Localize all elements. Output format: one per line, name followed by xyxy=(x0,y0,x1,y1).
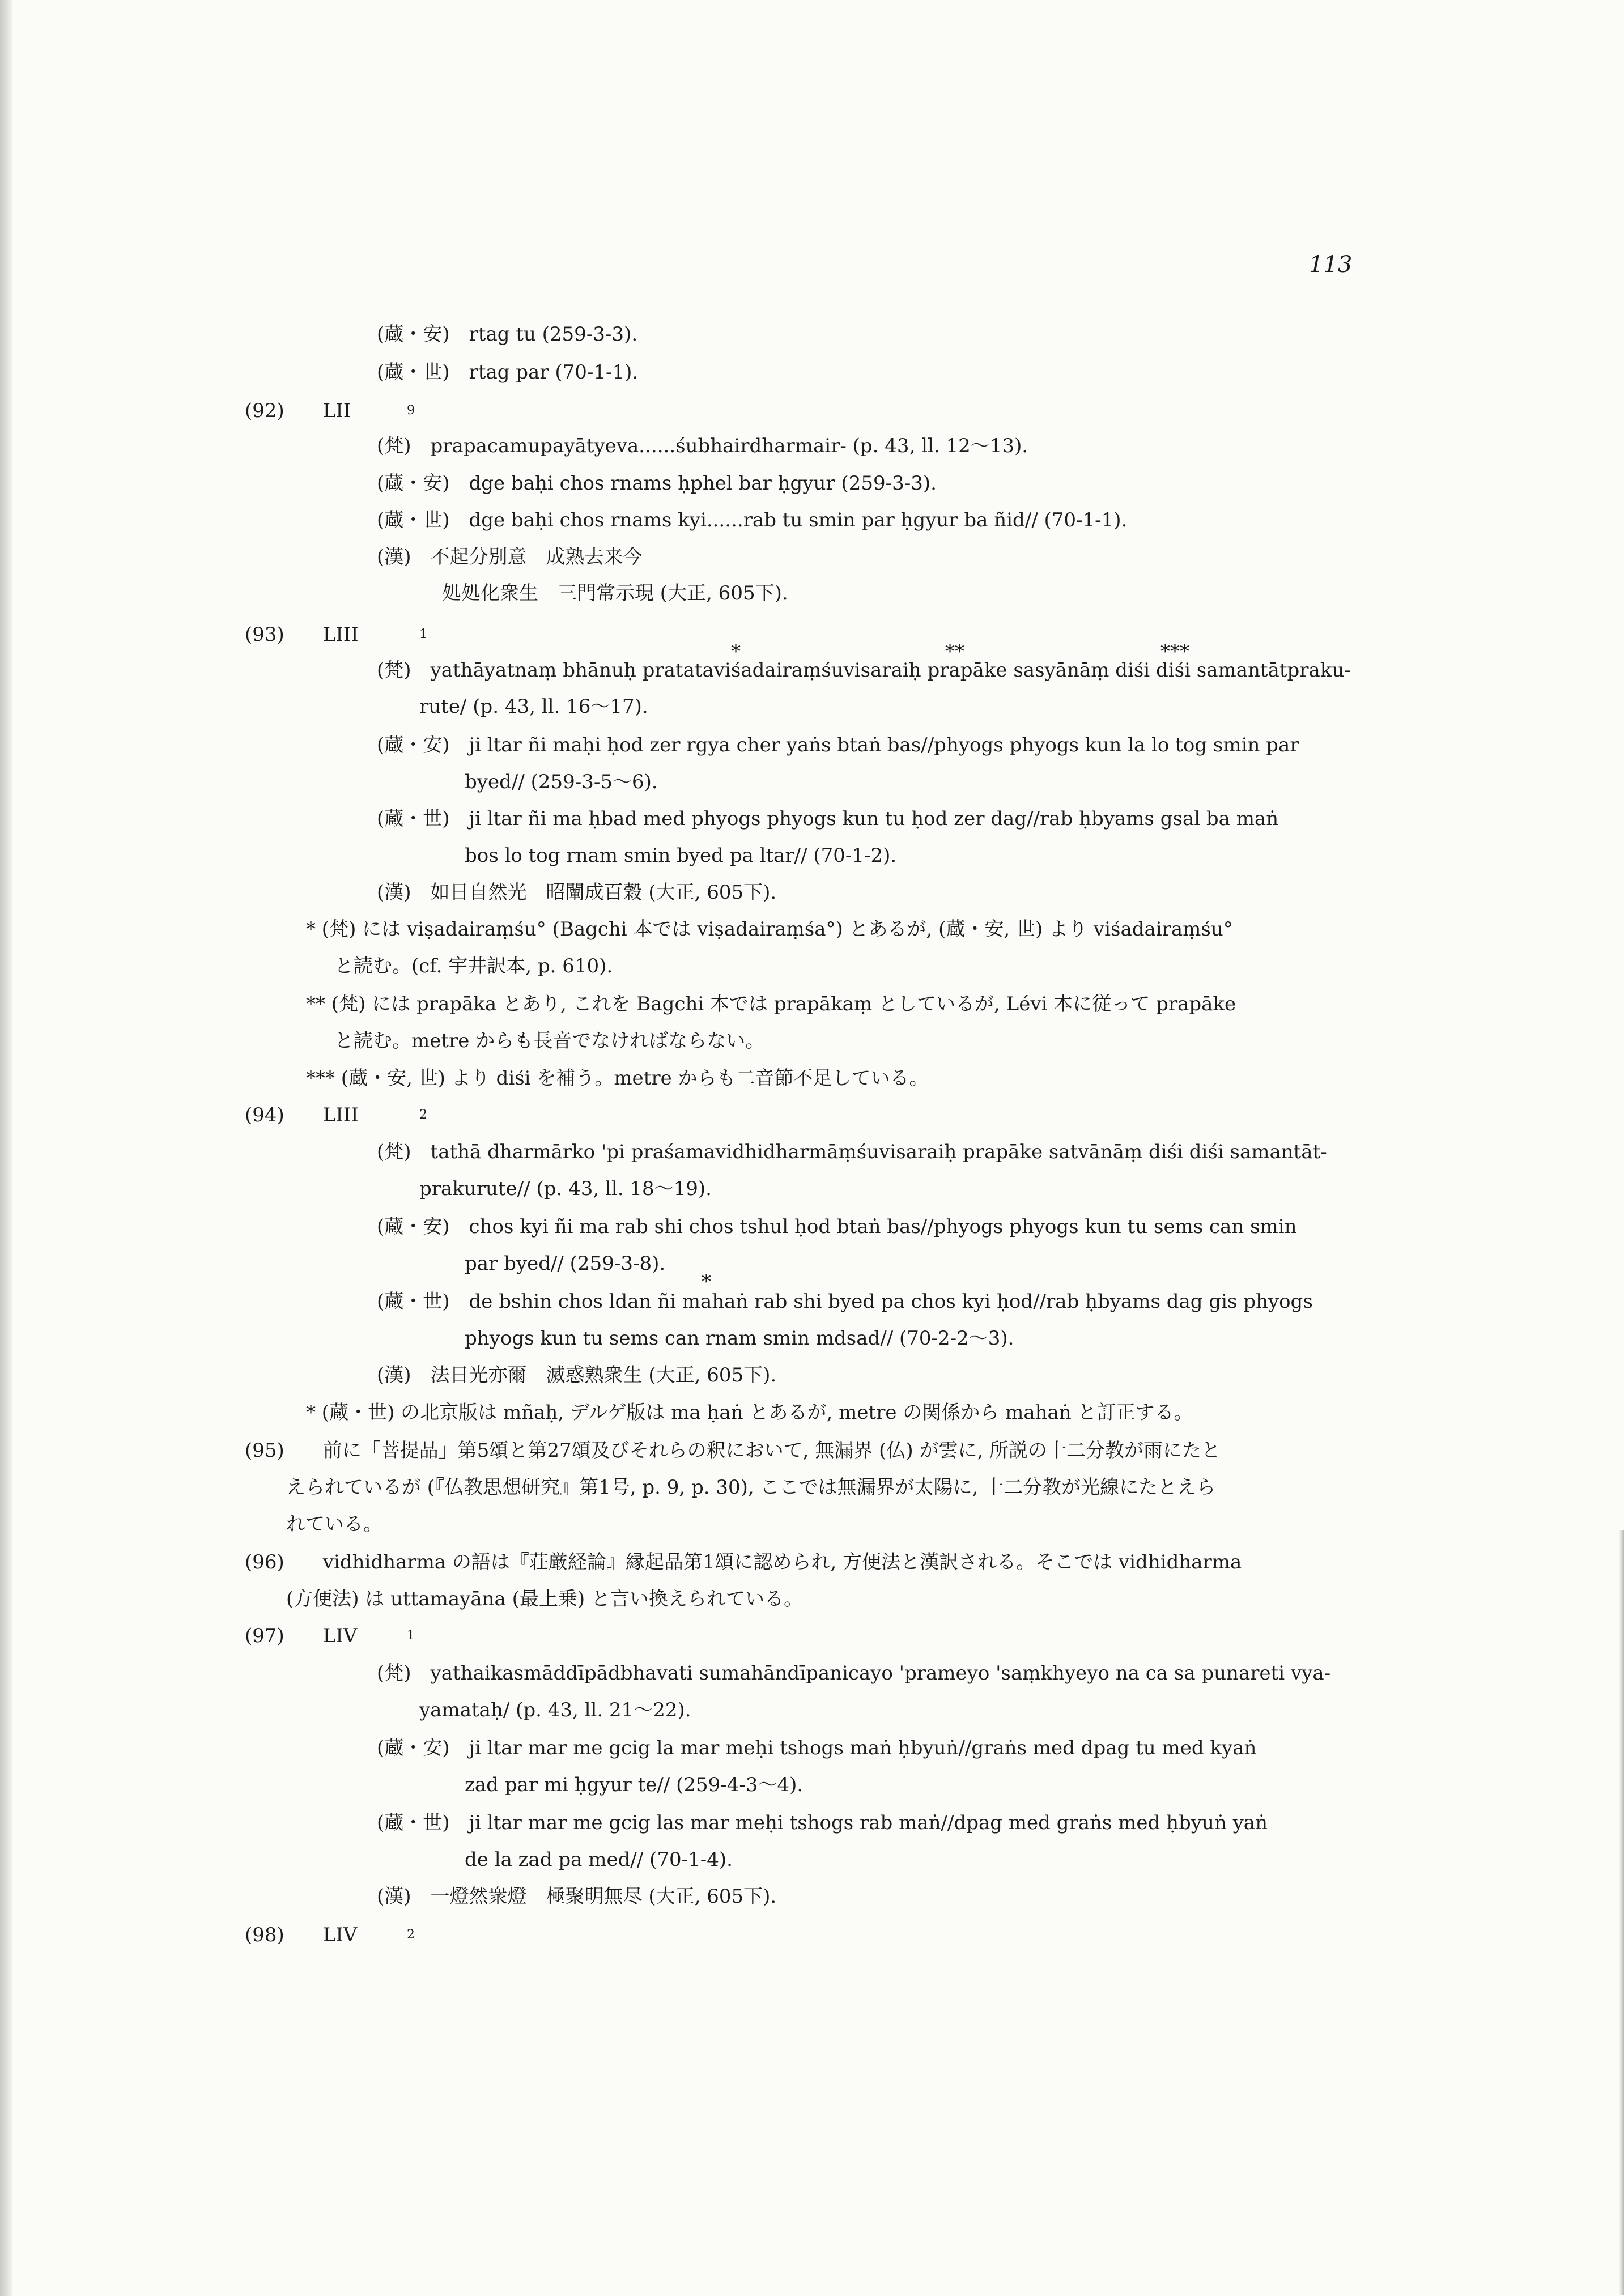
text-line: (95) 前に「菩提品」第5頌と第27頌及びそれらの釈において, 無漏界 (仏) が雲に, 所説の十二分教が雨にたと xyxy=(245,1439,1221,1462)
superscript: 2 xyxy=(407,1928,415,1942)
text-line: (漢) 不起分別意 成熟去来今 xyxy=(377,546,643,568)
text-line: bos lo tog rnam smin byed pa ltar// (70-1-2). xyxy=(465,844,897,867)
scan-edge-right xyxy=(1619,1530,1624,2295)
text-line: * (梵) には viṣadairaṃśu° (Bagchi 本では viṣadairaṃśa°) とあるが, (蔵・安, 世) より viśadairaṃśu° xyxy=(306,918,1233,941)
text-line: (92) LII xyxy=(245,399,351,422)
text-line: (蔵・世) dge baḥi chos rnams kyi......rab tu smin par ḥgyur ba ñid// (70-1-1). xyxy=(377,509,1128,532)
text-line: (梵) yathaikasmāddīpādbhavati sumahāndīpanicayo 'prameyo 'saṃkhyeyo na ca sa punareti vya- xyxy=(377,1662,1331,1685)
text-line: (93) LIII xyxy=(245,623,359,646)
text-line: (蔵・安) ji ltar mar me gcig la mar meḥi tshogs maṅ ḥbyuṅ//graṅs med dpag tu med kyaṅ xyxy=(377,1737,1257,1759)
text-line: par byed// (259-3-8). xyxy=(465,1252,666,1275)
text-line: yamataḥ/ (p. 43, ll. 21〜22). xyxy=(419,1699,691,1721)
text-line: (方便法) は uttamayāna (最上乗) と言い換えられている。 xyxy=(286,1588,803,1610)
text-line: (蔵・安) chos kyi ñi ma rab shi chos tshul ḥod btaṅ bas//phyogs phyogs kun tu sems can smin xyxy=(377,1215,1297,1238)
text-line: (梵) tathā dharmārko 'pi praśamavidhidharmāṃśuvisaraiḥ prapāke satvānāṃ diśi diśi samantāt- xyxy=(377,1141,1327,1163)
text-line: えられているが (『仏教思想研究』第1号, p. 9, p. 30), ここでは無漏界が太陽に, 十二分教が光線にたとえら xyxy=(286,1476,1216,1499)
asterisk-mark: *** xyxy=(1160,640,1189,663)
text-line: (94) LIII xyxy=(245,1104,359,1126)
scan-edge-left xyxy=(0,0,12,2296)
text-line: (蔵・安) dge baḥi chos rnams ḥphel bar ḥgyur (259-3-3). xyxy=(377,472,937,495)
text-line: (梵) prapacamupayātyeva......śubhairdharmair- (p. 43, ll. 12〜13). xyxy=(377,435,1028,457)
text-line: 処処化衆生 三門常示現 (大正, 605下). xyxy=(442,582,788,605)
text-line: zad par mi ḥgyur te// (259-4-3〜4). xyxy=(465,1774,804,1796)
text-line: phyogs kun tu sems can rnam smin mdsad// (70-2-2〜3). xyxy=(465,1327,1014,1350)
text-line: (97) LIV xyxy=(245,1625,358,1647)
text-line: (梵) yathāyatnaṃ bhānuḥ pratataviśadairaṃśuvisaraiḥ prapāke sasyānāṃ diśi diśi samantātpraku- xyxy=(377,659,1351,682)
text-line: de la zad pa med// (70-1-4). xyxy=(465,1848,733,1871)
text-line: (蔵・安) ji ltar ñi maḥi ḥod zer rgya cher yaṅs btaṅ bas//phyogs phyogs kun la lo tog smin par xyxy=(377,734,1299,756)
text-line: (蔵・世) de bshin chos ldan ñi mahaṅ rab shi byed pa chos kyi ḥod//rab ḥbyams dag gis phyogs xyxy=(377,1290,1313,1313)
text-line: と読む。metre からも長音でなければならない。 xyxy=(334,1030,765,1052)
text-line: prakurute// (p. 43, ll. 18〜19). xyxy=(419,1177,712,1200)
text-line: (漢) 法日光亦爾 滅惑熟衆生 (大正, 605下). xyxy=(377,1364,777,1387)
text-line: れている。 xyxy=(286,1513,382,1536)
superscript: 9 xyxy=(407,403,415,418)
text-line: (蔵・世) ji ltar mar me gcig las mar meḥi tshogs rab maṅ//dpag med graṅs med ḥbyuṅ yaṅ xyxy=(377,1812,1268,1834)
asterisk-mark: * xyxy=(731,640,741,663)
page-number: 113 xyxy=(1309,252,1353,278)
text-line: (漢) 一燈然衆燈 極聚明無尽 (大正, 605下). xyxy=(377,1885,777,1908)
text-line: (蔵・安) rtag tu (259-3-3). xyxy=(377,323,638,346)
asterisk-mark: ** xyxy=(945,640,964,663)
text-line: *** (蔵・安, 世) より diśi を補う。metre からも二音節不足している。 xyxy=(306,1067,929,1090)
text-line: (漢) 如日自然光 昭闡成百穀 (大正, 605下). xyxy=(377,881,777,904)
text-line: と読む。(cf. 宇井訳本, p. 610). xyxy=(334,955,613,977)
text-line: ** (梵) には prapāka とあり, これを Bagchi 本では prapākaṃ としているが, Lévi 本に従って prapāke xyxy=(306,993,1236,1015)
text-line: (96) vidhidharma の語は『荘厳経論』縁起品第1頌に認められ, 方便法と漢訳される。そこでは vidhidharma xyxy=(245,1551,1242,1574)
superscript: 1 xyxy=(419,627,427,641)
text-line: byed// (259-3-5〜6). xyxy=(465,771,658,793)
text-line: * (蔵・世) の北京版は mñaḥ, デルゲ版は ma ḥaṅ とあるが, metre の関係から mahaṅ と訂正する。 xyxy=(306,1401,1193,1424)
superscript: 2 xyxy=(419,1108,427,1122)
text-line: (蔵・世) ji ltar ñi ma ḥbad med phyogs phyogs kun tu ḥod zer dag//rab ḥbyams gsal ba maṅ xyxy=(377,807,1279,830)
asterisk-mark: * xyxy=(702,1270,711,1293)
text-line: rute/ (p. 43, ll. 16〜17). xyxy=(419,695,648,718)
text-line: (蔵・世) rtag par (70-1-1). xyxy=(377,361,639,384)
superscript: 1 xyxy=(407,1629,415,1643)
text-line: (98) LIV xyxy=(245,1924,358,1946)
